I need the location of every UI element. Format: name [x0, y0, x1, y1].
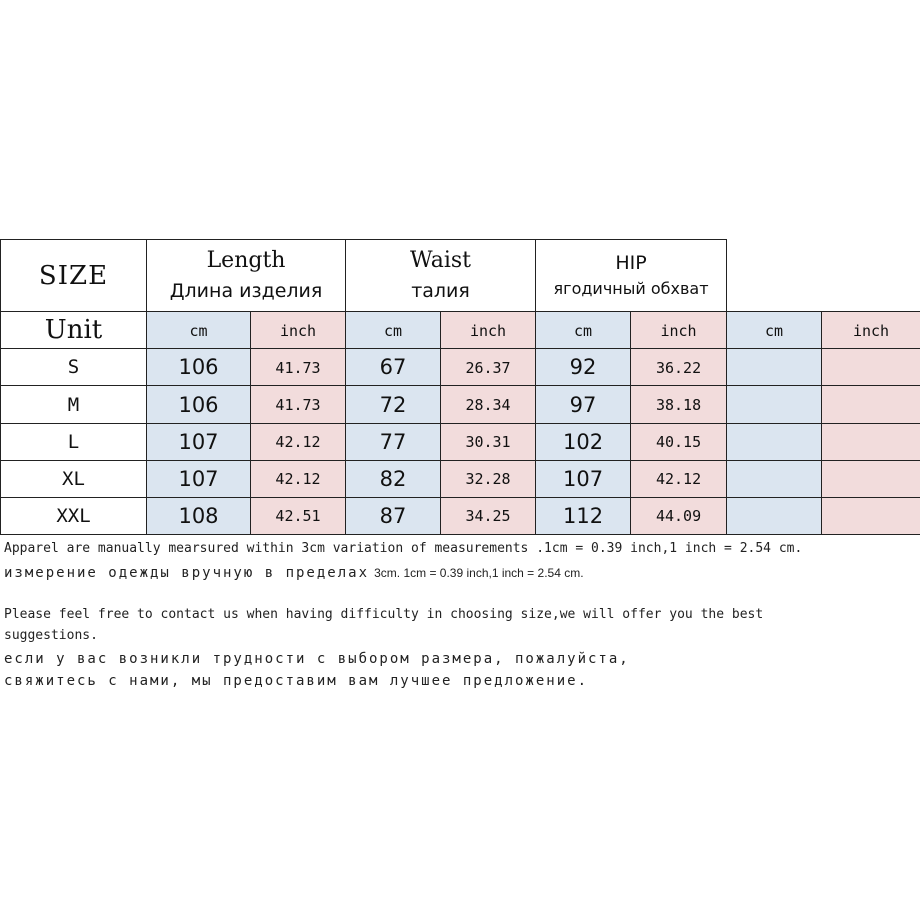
measurement-note-ru [4, 562, 916, 581]
length-inch-cell: 41.73 [251, 349, 346, 386]
hip-cm-cell: 107 [536, 460, 631, 497]
waist-cm-cell: 82 [346, 460, 441, 497]
measurement-note-en [4, 541, 916, 556]
hip-cm-cell: 97 [536, 386, 631, 423]
size-label: XL [1, 460, 147, 497]
measurement-note-ru-text: измерение одежды вручную в пределах [4, 565, 370, 581]
unit-cell: inch [251, 312, 346, 349]
empty-inch-cell [822, 460, 920, 497]
length-header: Length Длина изделия [147, 240, 346, 312]
waist-inch-cell: 32.28 [441, 460, 536, 497]
size-label: L [1, 423, 147, 460]
contact-note-ru-line1 [4, 651, 916, 667]
table-row [1, 349, 920, 386]
measurement-note-en-text: Apparel are manually mearsured within 3cm variation of measurements .1cm = 0.39 inch,1 inch = 2.54 cm. [4, 541, 803, 556]
table-row [1, 423, 920, 460]
empty-cm-cell [727, 460, 822, 497]
empty-cm-cell [727, 497, 822, 534]
length-inch-cell: 42.51 [251, 497, 346, 534]
unit-cell: cm [346, 312, 441, 349]
waist-cm-cell: 77 [346, 423, 441, 460]
waist-cm-cell: 72 [346, 386, 441, 423]
hip-inch-cell: 36.22 [631, 349, 727, 386]
waist-cm-cell: 67 [346, 349, 441, 386]
contact-note-en-text-1: Please feel free to contact us when having difficulty in choosing size,we will offer you the best [4, 607, 764, 622]
waist-inch-cell: 30.31 [441, 423, 536, 460]
empty-cm-cell [727, 423, 822, 460]
contact-note-en-line1 [4, 607, 916, 622]
empty-inch-cell [822, 497, 920, 534]
empty-cm-cell [727, 386, 822, 423]
waist-cm-cell: 87 [346, 497, 441, 534]
measurement-note-ru-line [4, 562, 916, 581]
unit-cell: inch [631, 312, 727, 349]
hip-inch-cell: 42.12 [631, 460, 727, 497]
contact-note-ru-text-1: если у вас возникли трудности с выбором размера, пожалуйста, [4, 651, 630, 667]
unit-cell: cm [536, 312, 631, 349]
size-label: XXL [1, 497, 147, 534]
empty-cm-cell [727, 349, 822, 386]
contact-note-ru-line2 [4, 673, 916, 689]
length-cm-cell: 106 [147, 386, 251, 423]
contact-note-en-line2 [4, 628, 916, 643]
measurement-note-ru-conversion: 3cm. 1cm = 0.39 inch,1 inch = 2.54 cm. [374, 566, 584, 580]
size-label: S [1, 349, 147, 386]
empty-inch-cell [822, 349, 920, 386]
contact-note-en-text-2: suggestions. [4, 628, 98, 643]
hip-inch-cell: 40.15 [631, 423, 727, 460]
size-label: M [1, 386, 147, 423]
length-inch-cell: 41.73 [251, 386, 346, 423]
size-table [0, 239, 920, 535]
waist-inch-cell: 28.34 [441, 386, 536, 423]
contact-note-ru-text-2: свяжитесь с нами, мы предоставим вам лучшее предложение. [4, 673, 589, 689]
empty-inch-cell [822, 386, 920, 423]
length-cm-cell: 107 [147, 460, 251, 497]
table-row [1, 497, 920, 534]
unit-cell: cm [727, 312, 822, 349]
unit-cell: cm [147, 312, 251, 349]
table-row [1, 386, 920, 423]
waist-inch-cell: 26.37 [441, 349, 536, 386]
unit-header: Unit [1, 312, 147, 349]
unit-cell: inch [822, 312, 920, 349]
table-row [1, 460, 920, 497]
length-cm-cell: 107 [147, 423, 251, 460]
length-cm-cell: 108 [147, 497, 251, 534]
empty-inch-cell [822, 423, 920, 460]
size-header: SIZE [1, 240, 147, 312]
empty-header [727, 240, 920, 312]
hip-inch-cell: 38.18 [631, 386, 727, 423]
unit-cell: inch [441, 312, 536, 349]
hip-header: HIP ягодичный обхват [536, 240, 727, 312]
hip-cm-cell: 92 [536, 349, 631, 386]
hip-cm-cell: 112 [536, 497, 631, 534]
length-inch-cell: 42.12 [251, 460, 346, 497]
waist-header: Waist талия [346, 240, 536, 312]
hip-inch-cell: 44.09 [631, 497, 727, 534]
length-inch-cell: 42.12 [251, 423, 346, 460]
hip-cm-cell: 102 [536, 423, 631, 460]
unit-row [1, 312, 920, 349]
waist-inch-cell: 34.25 [441, 497, 536, 534]
length-cm-cell: 106 [147, 349, 251, 386]
header-row [1, 240, 920, 312]
